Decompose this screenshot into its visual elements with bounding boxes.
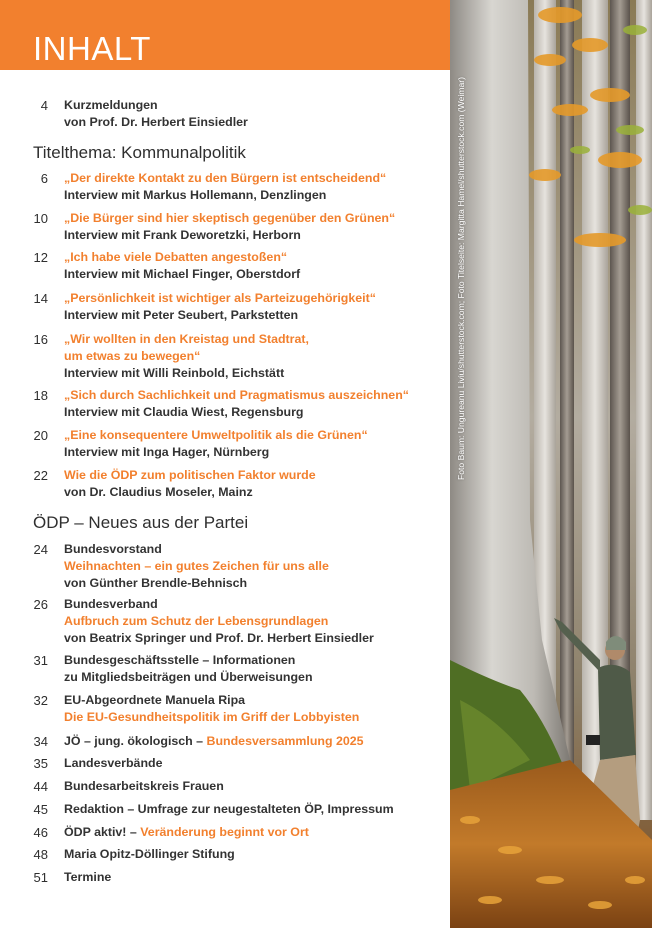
page-number: 16 (33, 332, 48, 347)
entry-byline: von Günther Brendle-Behnisch (64, 576, 248, 590)
entry-label: Landesverbände (64, 756, 163, 770)
entry-title: „Wir wollten in den Kreistag und Stadtrat, (64, 332, 309, 346)
entry-label: JÖ – jung. ökologisch – (64, 734, 207, 748)
entry-byline: Interview mit Inga Hager, Nürnberg (64, 445, 270, 459)
page-number: 4 (40, 98, 48, 113)
page-number: 12 (33, 250, 48, 265)
page-number: 20 (33, 428, 48, 443)
entry-title: „Sich durch Sachlichkeit und Pragmatismus auszeichnen“ (64, 388, 409, 402)
entry-title: Aufbruch zum Schutz der Lebensgrundlagen (64, 614, 329, 628)
entry-title: „Eine konsequentere Umweltpolitik als die Grünen“ (64, 428, 368, 442)
entry-line (64, 824, 444, 841)
page-number: 18 (33, 388, 48, 403)
page-number: 35 (33, 756, 48, 771)
entry-label-continued: zu Mitgliedsbeiträgen und Überweisungen (64, 670, 313, 684)
entry-label: EU-Abgeordnete Manuela Ripa (64, 693, 246, 707)
entry-byline: Interview mit Markus Hollemann, Denzlingen (64, 188, 327, 202)
entry-label: Maria Opitz-Döllinger Stifung (64, 847, 235, 861)
entry-label: Bundesvorstand (64, 542, 162, 556)
entry-title: „Die Bürger sind hier skeptisch gegenüber den Grünen“ (64, 211, 396, 225)
entry-title: „Der direkte Kontakt zu den Bürgern ist entscheidend“ (64, 171, 387, 185)
entry-title: Die EU-Gesundheitspolitik im Griff der Lobbyisten (64, 710, 360, 724)
entry-title: „Ich habe viele Debatten angestoßen“ (64, 250, 288, 264)
page-number: 6 (40, 171, 48, 186)
entry-line (64, 733, 444, 750)
section-heading: Titelthema: Kommunalpolitik (33, 143, 246, 162)
entry-label: Bundesverband (64, 597, 158, 611)
entry-label: Redaktion – Umfrage zur neugestalteten ÖP, Impressum (64, 802, 394, 816)
page-number: 31 (33, 653, 48, 668)
page-number: 34 (33, 734, 48, 749)
entry-title: Wie die ÖDP zum politischen Faktor wurde (64, 468, 316, 482)
entry-byline: Interview mit Willi Reinbold, Eichstätt (64, 366, 285, 380)
page-number: 45 (33, 802, 48, 817)
entry-label: Termine (64, 870, 112, 884)
entry-title: Kurzmeldungen (64, 98, 158, 112)
photo-credit: Foto Baum: Ungureanu Liviu/shutterstock.com; Foto Titelseite: Margitta Hamel/shutterstock.com (Weimar) (456, 77, 466, 480)
entry-byline: von Beatrix Springer und Prof. Dr. Herbert Einsiedler (64, 631, 374, 645)
entry-title-continued: um etwas zu bewegen“ (64, 349, 201, 363)
page-number: 24 (33, 542, 48, 557)
page-number: 46 (33, 825, 48, 840)
page-number: 32 (33, 693, 48, 708)
entry-byline: Interview mit Peter Seubert, Parkstetten (64, 308, 299, 322)
entry-title: „Persönlichkeit ist wichtiger als Parteizugehörigkeit“ (64, 291, 376, 305)
page-number: 14 (33, 291, 48, 306)
forest-photo (450, 0, 652, 928)
page-title: INHALT (33, 30, 151, 67)
entry-byline: von Dr. Claudius Moseler, Mainz (64, 485, 253, 499)
entry-byline: von Prof. Dr. Herbert Einsiedler (64, 115, 248, 129)
page-number: 22 (33, 468, 48, 483)
section-heading: ÖDP – Neues aus der Partei (33, 513, 249, 532)
entry-title: Veränderung beginnt vor Ort (140, 825, 309, 839)
entry-label: ÖDP aktiv! – (64, 825, 141, 839)
entry-label: Bundesarbeitskreis Frauen (64, 779, 224, 793)
page-number: 10 (33, 211, 48, 226)
entry-label: Bundesgeschäftsstelle – Informationen (64, 653, 296, 667)
entry-title: Bundesversammlung 2025 (206, 734, 364, 748)
entry-byline: Interview mit Michael Finger, Oberstdorf (64, 267, 301, 281)
entry-byline: Interview mit Claudia Wiest, Regensburg (64, 405, 304, 419)
entry-byline: Interview mit Frank Deworetzki, Herborn (64, 228, 301, 242)
page-number: 48 (33, 847, 48, 862)
page-number: 51 (33, 870, 48, 885)
page-number: 26 (33, 597, 48, 612)
page-number: 44 (33, 779, 48, 794)
entry-title: Weihnachten – ein gutes Zeichen für uns alle (64, 559, 329, 573)
